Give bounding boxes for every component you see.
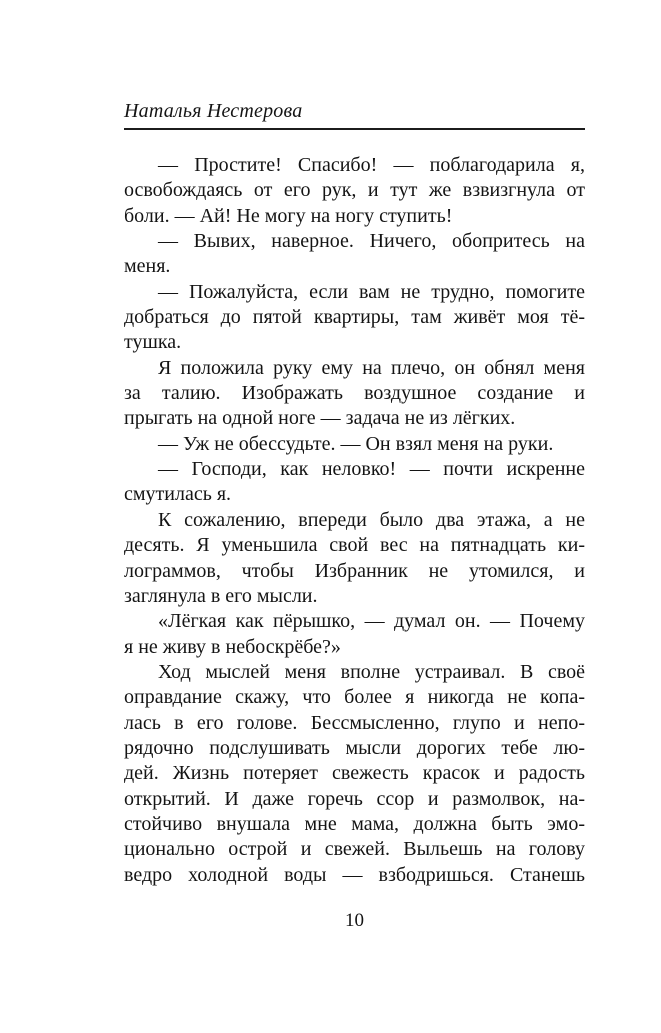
text-line: ведро холодной воды — взбодришься. Станешь (124, 863, 585, 886)
paragraph (124, 229, 585, 280)
text-line: ционально острой и свежей. Выльешь на голову (124, 838, 585, 861)
paragraph (124, 660, 585, 888)
page-number: 10 (345, 910, 364, 931)
text-line: стойчиво внушала мне мама, должна быть эмо- (124, 812, 585, 835)
text-line: меня. (124, 255, 171, 278)
text-line: заглянула в его мысли. (124, 584, 318, 607)
text-line: дей. Жизнь потеряет свежесть красок и радость (124, 762, 585, 785)
text-line: открытий. И даже горечь ссор и размолвок, на- (124, 787, 585, 810)
text-line: Я положила руку ему на плечо, он обнял меня (158, 356, 585, 379)
text-line: смутилась я. (124, 483, 232, 506)
paragraph (124, 609, 585, 660)
text-line: — Уж не обессудьте. — Он взял меня на руки. (158, 432, 554, 455)
text-line: оправдание скажу, что более я никогда не копа- (124, 686, 585, 709)
text-line: прыгать на одной ноге — задача не из лёгких. (124, 407, 516, 430)
text-line: Ход мыслей меня вполне устраивал. В своё (158, 660, 585, 683)
paragraph (124, 280, 585, 356)
text-line: добраться до пятой квартиры, там живёт моя тё- (124, 306, 585, 329)
paragraph (124, 356, 585, 432)
text-line: лограммов, чтобы Избранник не утомился, и (124, 559, 585, 582)
running-header (124, 100, 585, 130)
text-line: — Господи, как неловко! — почти искренне (158, 458, 585, 481)
text-line: «Лёгкая как пёрышко, — думал он. — Почему (158, 610, 585, 633)
text-line: я не живу в небоскрёбе?» (124, 635, 341, 658)
paragraph (124, 153, 585, 229)
text-block (124, 0, 585, 1033)
text-line: К сожалению, впереди было два этажа, а не (158, 508, 585, 531)
text-line: тушка. (124, 331, 182, 354)
text-line: — Простите! Спасибо! — поблагодарила я, (158, 154, 585, 176)
text-line: за талию. Изображать воздушное создание и (124, 382, 585, 405)
text-line: освобождаясь от его рук, и тут же взвизгнула от (124, 179, 585, 202)
text-line: боли. — Ай! Не могу на ногу ступить! (124, 204, 453, 227)
running-header-author: Наталья Нестерова (124, 100, 303, 122)
text-line: рядочно подслушивать мысли дорогих тебе лю- (124, 736, 585, 759)
text-line: десять. Я уменьшила свой вес на пятнадцать ки- (124, 534, 585, 557)
paragraph (124, 457, 585, 508)
paragraph (124, 508, 585, 609)
text-line: — Вывих, наверное. Ничего, обопритесь на (158, 230, 585, 253)
text-line: — Пожалуйста, если вам не трудно, помогите (158, 280, 585, 303)
paragraph (124, 432, 585, 457)
page-body-text (124, 153, 585, 888)
text-line: лась в его голове. Бессмысленно, глупо и непо- (124, 711, 585, 734)
